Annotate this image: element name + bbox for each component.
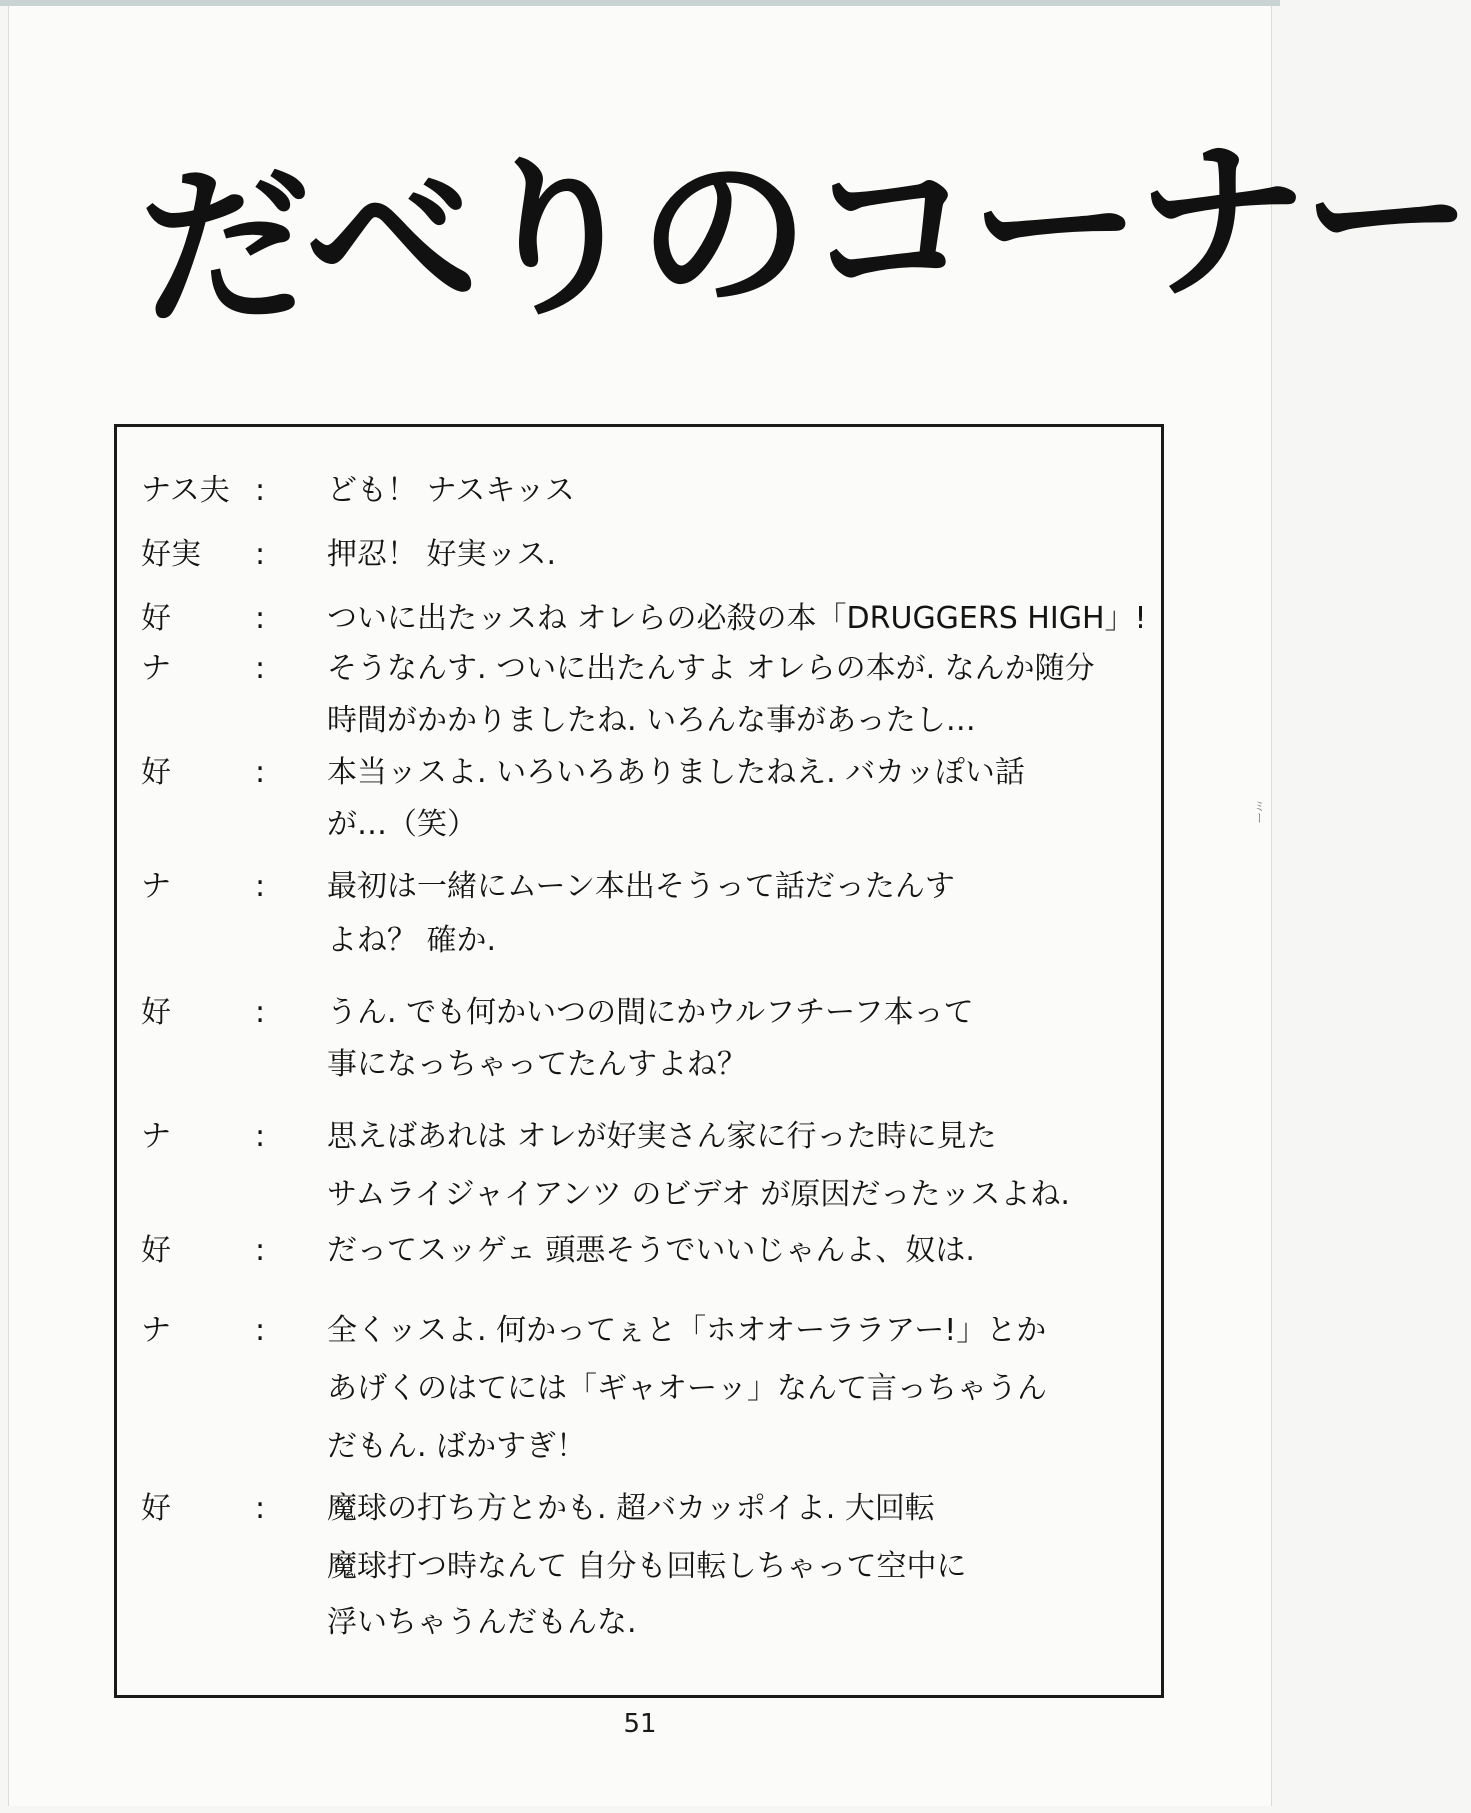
speaker-separator: : bbox=[254, 1313, 266, 1348]
dialogue-text: 思えばあれは オレが好実さん家に行った時に見た bbox=[327, 1119, 997, 1154]
dialogue-text: 時間がかかりましたね. いろんな事があったし… bbox=[327, 703, 976, 738]
speaker-label: 好実 bbox=[141, 537, 201, 572]
dialogue-line bbox=[117, 1365, 1157, 1413]
dialogue-line bbox=[117, 801, 1157, 849]
speaker-separator: : bbox=[254, 651, 266, 686]
speaker-label: ナ bbox=[141, 1313, 171, 1348]
page-number: 51 bbox=[623, 1709, 657, 1739]
dialogue-line bbox=[117, 595, 1157, 643]
speaker-separator: : bbox=[254, 601, 266, 636]
dialogue-line bbox=[117, 863, 1157, 911]
dialogue-line bbox=[117, 1041, 1157, 1089]
page-title: だべりのコーナー bbox=[137, 114, 1471, 350]
dialogue-text: だもん. ばかすぎ！ bbox=[327, 1429, 587, 1464]
dialogue-text: よね？ 確か. bbox=[327, 923, 497, 958]
dialogue-line bbox=[117, 1113, 1157, 1161]
speaker-label: 好 bbox=[141, 995, 171, 1030]
speaker-separator: : bbox=[254, 473, 266, 508]
dialogue-line bbox=[117, 1307, 1157, 1355]
dialogue-text: だってスッゲェ 頭悪そうでいいじゃんよ、奴は. bbox=[327, 1233, 975, 1268]
dialogue-text: 押忍！ 好実ッス. bbox=[327, 537, 557, 572]
dialogue-text: サムライジャイアンツ のビデオ が原因だったッスよね. bbox=[327, 1177, 1070, 1212]
dialogue-text: 本当ッスよ. いろいろありましたねえ. バカッぽい話 bbox=[327, 755, 1025, 790]
dialogue-text: が…（笑） bbox=[327, 807, 477, 842]
dialogue-line bbox=[117, 917, 1157, 965]
dialogue-line bbox=[117, 1423, 1157, 1471]
dialogue-text: ども！ ナスキッス bbox=[327, 473, 575, 508]
speaker-label: 好 bbox=[141, 1233, 171, 1268]
dialogue-line bbox=[117, 1543, 1157, 1591]
dialogue-text: 全くッスよ. 何かってぇと「ホオオーララアー!」とか bbox=[327, 1313, 1047, 1348]
speaker-label: 好 bbox=[141, 601, 171, 636]
dialogue-line bbox=[117, 467, 1157, 515]
dialogue-text: 事になっちゃってたんすよね？ bbox=[327, 1047, 747, 1082]
speaker-label: ナ bbox=[141, 1119, 171, 1154]
dialogue-line bbox=[117, 1599, 1157, 1647]
dialogue-line bbox=[117, 1227, 1157, 1275]
dialogue-line bbox=[117, 645, 1157, 693]
dialogue-text: 魔球打つ時なんて 自分も回転しちゃって空中に bbox=[327, 1549, 967, 1584]
dialogue-line bbox=[117, 1171, 1157, 1219]
dialogue-line bbox=[117, 1485, 1157, 1533]
dialogue-text: うん. でも何かいつの間にかウルフチーフ本って bbox=[327, 995, 974, 1030]
dialogue-text: 魔球の打ち方とかも. 超バカッポイよ. 大回転 bbox=[327, 1491, 935, 1526]
dialogue-line bbox=[117, 749, 1157, 797]
dialogue-line bbox=[117, 989, 1157, 1037]
speaker-separator: : bbox=[254, 869, 266, 904]
dialogue-text: あげくのはてには「ギャオーッ」なんて言っちゃうん bbox=[327, 1371, 1047, 1406]
dialogue-line bbox=[117, 531, 1157, 579]
speaker-separator: : bbox=[254, 537, 266, 572]
dialogue-text: そうなんす. ついに出たんすよ オレらの本が. なんか随分 bbox=[327, 651, 1095, 686]
speaker-label: 好 bbox=[141, 755, 171, 790]
speaker-label: 好 bbox=[141, 1491, 171, 1526]
dialogue-text: ついに出たッスね オレらの必殺の本「DRUGGERS HIGH」! bbox=[327, 601, 1147, 636]
dialogue-line bbox=[117, 697, 1157, 745]
dialogue-text: 浮いちゃうんだもんな. bbox=[327, 1605, 637, 1640]
speaker-separator: : bbox=[254, 1233, 266, 1268]
speaker-separator: : bbox=[254, 1119, 266, 1154]
margin-mark: ミー bbox=[1252, 800, 1266, 824]
speaker-separator: : bbox=[254, 755, 266, 790]
dialogue-text: 最初は一緒にムーン本出そうって話だったんす bbox=[327, 869, 955, 904]
speaker-separator: : bbox=[254, 1491, 266, 1526]
dialogue-box bbox=[114, 424, 1164, 1698]
speaker-label: ナ bbox=[141, 869, 171, 904]
speaker-label: ナ bbox=[141, 651, 171, 686]
speaker-label: ナス夫 bbox=[141, 473, 230, 508]
speaker-separator: : bbox=[254, 995, 266, 1030]
